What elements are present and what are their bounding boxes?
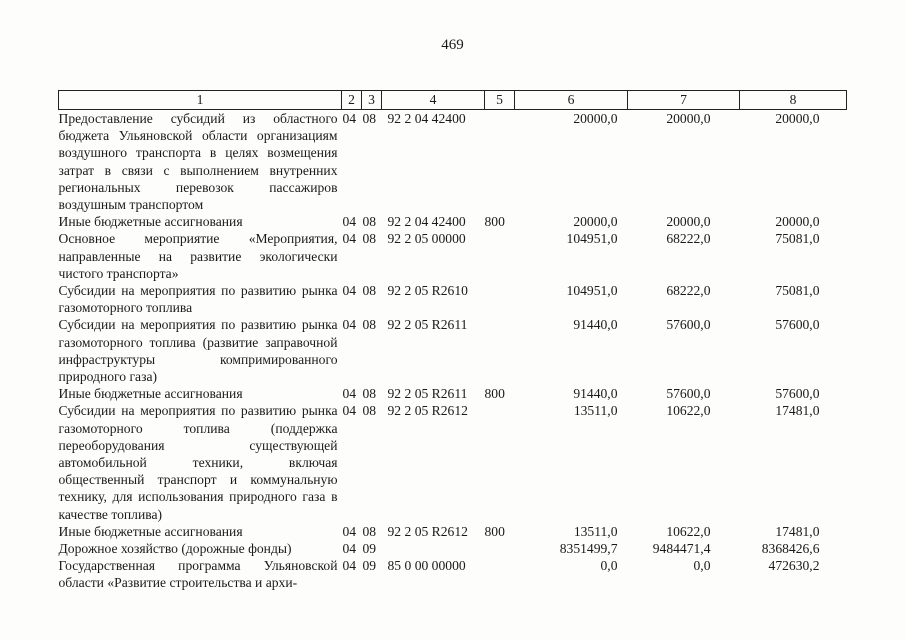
row-value-7: 10622,0 <box>666 403 711 419</box>
row-value-7: 20000,0 <box>666 214 711 230</box>
row-target-code: 92 2 05 R2612 <box>387 403 468 419</box>
table-row <box>59 540 847 557</box>
row-expense-type <box>485 230 515 282</box>
row-name: Иные бюджетные ассигнования <box>58 386 243 402</box>
table-row <box>59 557 847 591</box>
row-value-7: 68222,0 <box>666 231 711 247</box>
row-value-8: 472630,2 <box>768 558 820 574</box>
row-value-6: 20000,0 <box>573 111 618 126</box>
row-name: Субсидии на мероприятия по развитию рынка газомоторного топлива (развитие заправочной инфраструктуры компримированного природного газа) <box>58 317 338 385</box>
row-expense-type <box>485 540 515 557</box>
row-target-code: 92 2 04 42400 <box>387 111 466 126</box>
row-value-8: 17481,0 <box>775 403 820 419</box>
table-row <box>59 402 847 522</box>
row-expense-type <box>485 282 515 316</box>
row-value-6: 91440,0 <box>573 386 618 402</box>
row-target-code: 85 0 00 00000 <box>387 558 466 574</box>
row-expense-type <box>485 402 515 522</box>
header-col-5: 5 <box>485 91 515 110</box>
row-value-6: 104951,0 <box>566 231 618 247</box>
header-col-1: 1 <box>59 91 342 110</box>
header-col-4: 4 <box>382 91 485 110</box>
row-name: Государственная программа Ульяновской области «Развитие строительства и архи- <box>58 558 338 591</box>
row-section: 04 <box>342 386 357 402</box>
header-row <box>59 91 847 110</box>
row-subsection: 09 <box>362 541 377 557</box>
row-value-6: 0,0 <box>600 558 618 574</box>
row-subsection: 08 <box>362 386 377 402</box>
table-row <box>59 282 847 316</box>
row-value-6: 8351499,7 <box>559 541 618 557</box>
row-expense-type: 800 <box>484 386 505 402</box>
row-section: 04 <box>342 214 357 230</box>
row-name: Субсидии на мероприятия по развитию рынка газомоторного топлива (поддержка переоборудования существующей автомобильной техники, включая общественный транспорт и коммунальную технику, для использования природного газа в качестве топлива) <box>58 403 338 522</box>
row-subsection: 08 <box>362 317 377 333</box>
row-value-8: 75081,0 <box>775 231 820 247</box>
row-subsection: 08 <box>362 523 377 539</box>
row-value-8: 20000,0 <box>775 111 820 126</box>
row-section: 04 <box>342 283 357 299</box>
table-row <box>59 523 847 540</box>
table-row <box>59 316 847 385</box>
table-row <box>59 110 847 214</box>
row-value-8: 8368426,6 <box>761 541 820 557</box>
row-target-code: 92 2 05 R2610 <box>387 283 468 299</box>
header-col-2: 2 <box>342 91 362 110</box>
row-value-8: 57600,0 <box>775 317 820 333</box>
row-section: 04 <box>342 558 357 574</box>
table-body <box>59 110 847 592</box>
row-subsection: 08 <box>362 111 377 126</box>
row-name: Дорожное хозяйство (дорожные фонды) <box>58 541 292 557</box>
row-value-7: 9484471,4 <box>652 541 711 557</box>
row-value-7: 57600,0 <box>666 386 711 402</box>
header-col-6: 6 <box>515 91 628 110</box>
row-value-8: 57600,0 <box>775 386 820 402</box>
header-col-7: 7 <box>628 91 740 110</box>
row-value-7: 68222,0 <box>666 283 711 299</box>
row-subsection: 08 <box>362 403 377 419</box>
row-value-8: 17481,0 <box>775 523 820 539</box>
row-expense-type <box>485 110 515 214</box>
row-target-code: 92 2 04 42400 <box>387 214 466 230</box>
row-value-7: 20000,0 <box>666 111 711 126</box>
row-name: Основное мероприятие «Мероприятия, направленные на развитие экологически чистого транспорта» <box>58 231 338 281</box>
row-value-8: 20000,0 <box>775 214 820 230</box>
row-expense-type: 800 <box>484 523 505 539</box>
row-value-6: 20000,0 <box>573 214 618 230</box>
row-name: Субсидии на мероприятия по развитию рынка газомоторного топлива <box>58 283 338 316</box>
header-col-8: 8 <box>740 91 847 110</box>
row-target-code: 92 2 05 R2611 <box>387 386 468 402</box>
row-value-6: 13511,0 <box>573 523 618 539</box>
row-value-6: 13511,0 <box>573 403 618 419</box>
table-row <box>59 213 847 230</box>
row-name: Иные бюджетные ассигнования <box>58 523 243 539</box>
row-subsection: 08 <box>362 214 377 230</box>
row-subsection: 08 <box>362 283 377 299</box>
row-subsection: 08 <box>362 231 377 247</box>
row-target-code <box>382 540 485 557</box>
row-target-code: 92 2 05 00000 <box>387 231 466 247</box>
row-name: Предоставление субсидий из областного бюджета Ульяновской области организациям воздушного транспорта в целях возмещения затрат в связи с выполнением внутренних региональных перевозок пассажиров воздушным транспортом <box>58 111 338 213</box>
row-value-8: 75081,0 <box>775 283 820 299</box>
row-expense-type <box>485 557 515 591</box>
row-target-code: 92 2 05 R2612 <box>387 523 468 539</box>
row-expense-type: 800 <box>484 214 505 230</box>
row-value-7: 0,0 <box>693 558 711 574</box>
table-row <box>59 230 847 282</box>
budget-table <box>58 90 847 592</box>
row-subsection: 09 <box>362 558 377 574</box>
row-section: 04 <box>342 317 357 333</box>
row-expense-type <box>485 316 515 385</box>
row-section: 04 <box>342 111 357 126</box>
row-target-code: 92 2 05 R2611 <box>387 317 468 333</box>
table-row <box>59 385 847 402</box>
row-value-7: 10622,0 <box>666 523 711 539</box>
page-number: 469 <box>441 37 464 53</box>
row-value-7: 57600,0 <box>666 317 711 333</box>
header-col-3: 3 <box>362 91 382 110</box>
row-section: 04 <box>342 231 357 247</box>
row-section: 04 <box>342 541 357 557</box>
row-section: 04 <box>342 403 357 419</box>
row-value-6: 104951,0 <box>566 283 618 299</box>
row-name: Иные бюджетные ассигнования <box>58 214 243 230</box>
row-section: 04 <box>342 523 357 539</box>
row-value-6: 91440,0 <box>573 317 618 333</box>
table-header <box>59 91 847 110</box>
